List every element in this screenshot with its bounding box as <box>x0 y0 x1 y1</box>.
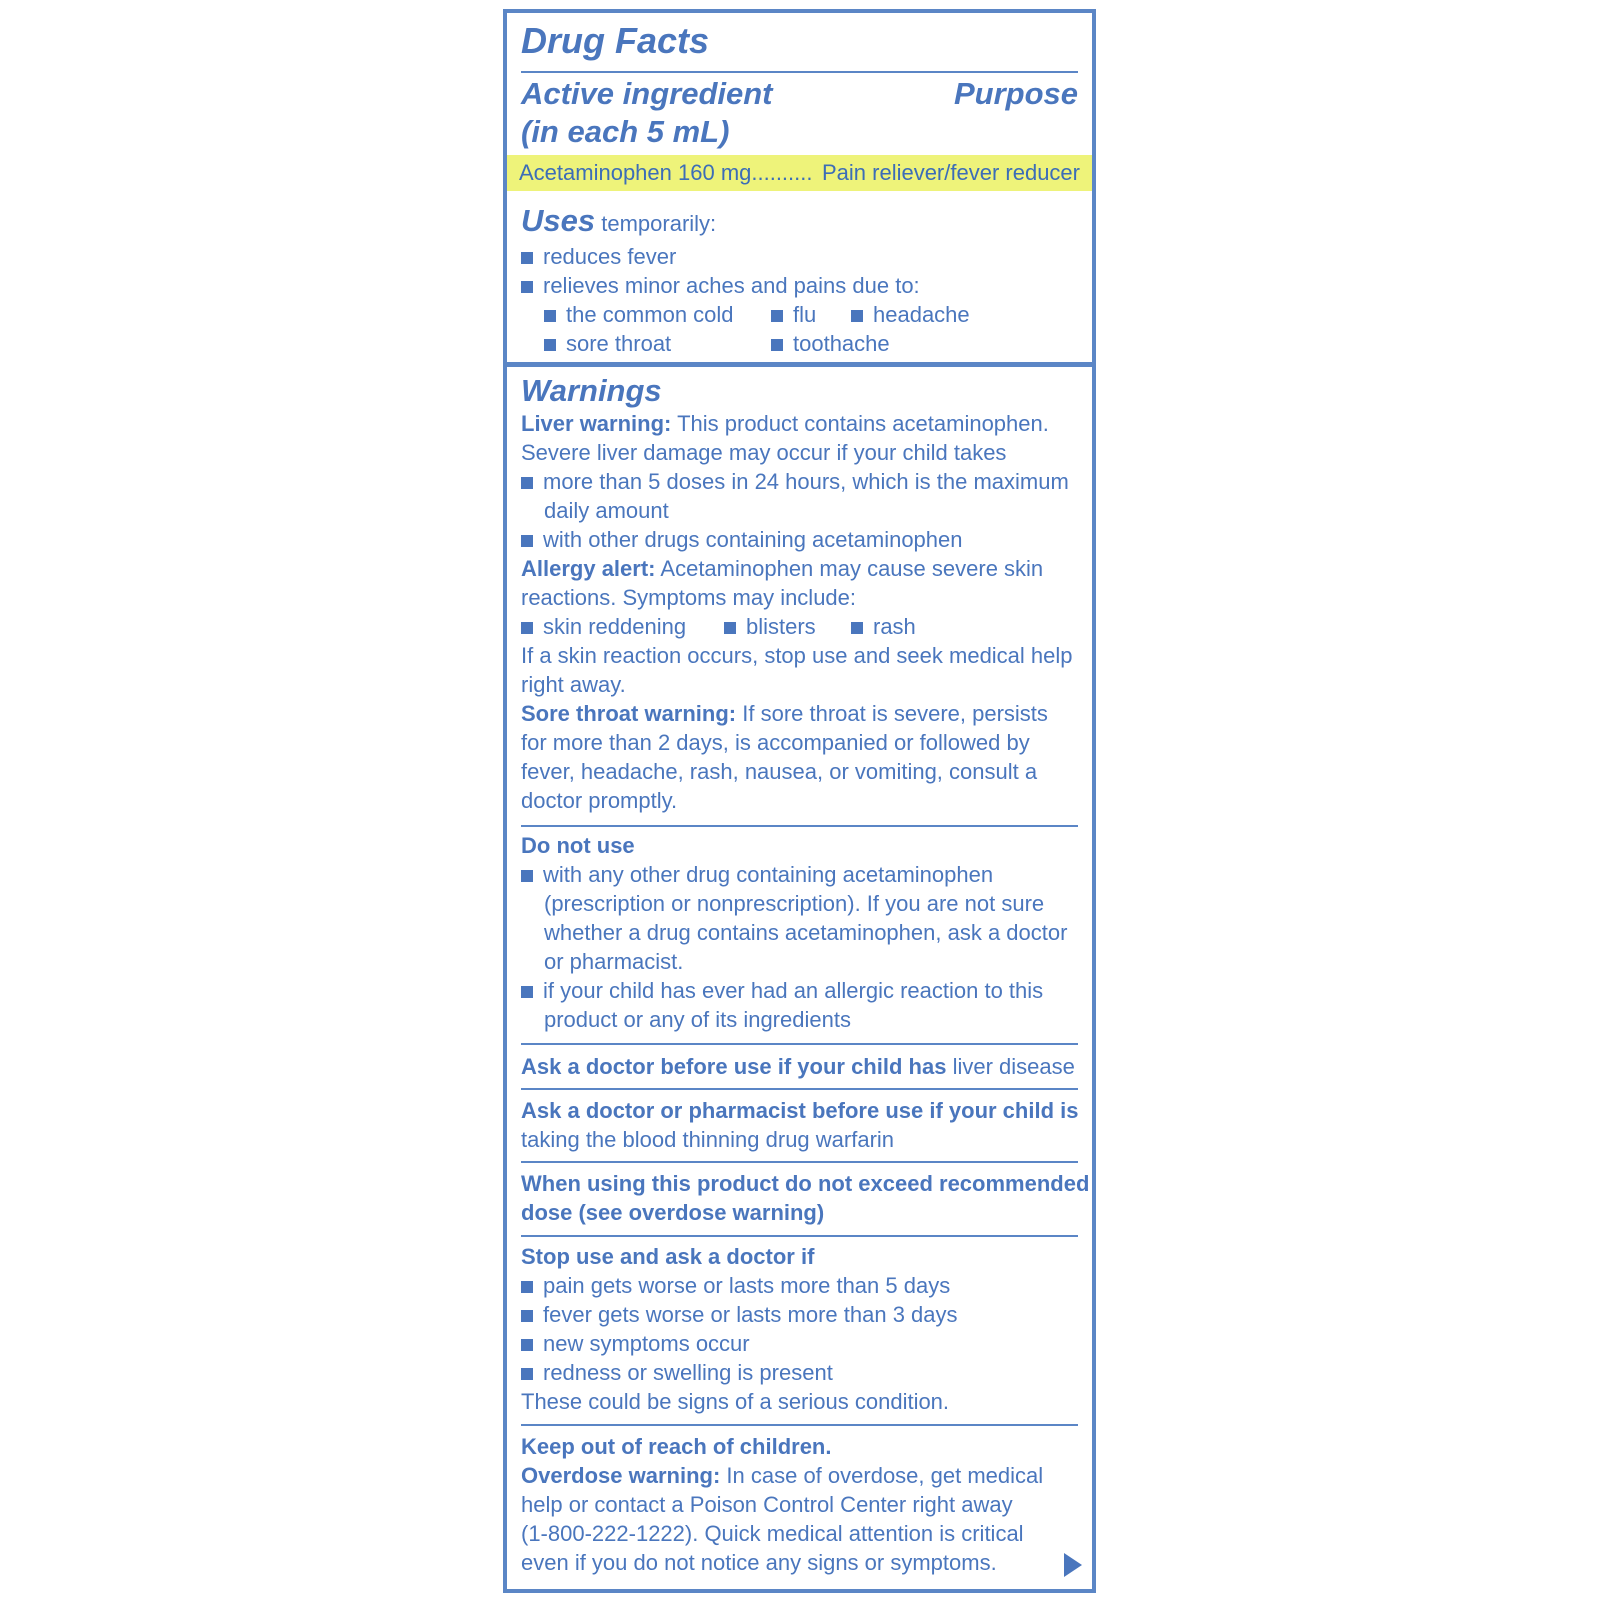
bullet-icon <box>521 870 533 882</box>
list-item: rash <box>873 614 916 639</box>
list-item: with other drugs containing acetaminophen <box>543 527 963 552</box>
list-item: flu <box>793 302 817 327</box>
keep-out-section <box>521 1432 1078 1577</box>
list-item: redness or swelling is present <box>543 1360 833 1385</box>
divider <box>521 1043 1078 1045</box>
bullet-icon <box>851 622 863 634</box>
sore-throat-text: fever, headache, rash, nausea, or vomiting, consult a <box>521 759 1038 784</box>
warnings-section <box>521 373 1078 815</box>
sore-throat-text: doctor promptly. <box>521 788 678 813</box>
ask-doctor-text: liver disease <box>952 1054 1075 1079</box>
overdose-warning-text: (1-800-222-1222). Quick medical attention is critical <box>521 1521 1024 1546</box>
warnings-heading: Warnings <box>521 373 662 408</box>
bullet-icon <box>521 252 533 264</box>
active-ingredient-label: Active ingredient <box>521 76 773 111</box>
bullet-icon <box>771 310 783 322</box>
overdose-warning-text: even if you do not notice any signs or symptoms. <box>521 1550 997 1575</box>
list-item: with any other drug containing acetaminophen <box>543 862 994 887</box>
list-item: more than 5 doses in 24 hours, which is the maximum <box>543 469 1069 494</box>
uses-intro: temporarily: <box>601 211 717 236</box>
divider <box>521 825 1078 827</box>
ask-pharmacist-text: taking the blood thinning drug warfarin <box>521 1127 895 1152</box>
stop-use-note: These could be signs of a serious condition. <box>521 1389 950 1414</box>
bullet-icon <box>521 986 533 998</box>
purpose-label: Purpose <box>953 76 1078 111</box>
divider <box>521 1424 1078 1426</box>
liver-warning-text: This product contains acetaminophen. <box>677 411 1049 436</box>
keep-out-heading: Keep out of reach of children. <box>521 1434 832 1459</box>
list-item: skin reddening <box>543 614 687 639</box>
bullet-icon <box>521 477 533 489</box>
active-ingredient-header <box>521 75 1078 151</box>
skin-reaction-text: right away. <box>521 672 626 697</box>
list-item: headache <box>873 302 970 327</box>
bullet-icon <box>544 310 556 322</box>
liver-warning-text: Severe liver damage may occur if your child takes <box>521 440 1007 465</box>
list-item: or pharmacist. <box>544 949 684 974</box>
sore-throat-text: If sore throat is severe, persists <box>742 701 1048 726</box>
bullet-icon <box>851 310 863 322</box>
allergy-alert-text: reactions. Symptoms may include: <box>521 585 857 610</box>
ask-pharmacist-label: Ask a doctor or pharmacist before use if your child is <box>521 1098 1079 1123</box>
list-item: if your child has ever had an allergic reaction to this <box>543 978 1044 1003</box>
bullet-icon <box>521 1281 533 1293</box>
stop-use-section <box>521 1242 1078 1416</box>
drug-facts-panel <box>503 9 1096 1593</box>
when-using-text: When using this product do not exceed recommended <box>521 1171 1090 1196</box>
overdose-warning-text: In case of overdose, get medical <box>726 1463 1044 1488</box>
when-using-text: dose (see overdose warning) <box>521 1200 825 1225</box>
bullet-icon <box>724 622 736 634</box>
list-item: product or any of its ingredients <box>544 1007 851 1032</box>
list-item: reduces fever <box>543 244 677 269</box>
divider <box>521 71 1078 73</box>
uses-heading: Uses <box>521 203 596 238</box>
do-not-use-heading: Do not use <box>521 833 635 858</box>
allergy-alert-text: Acetaminophen may cause severe skin <box>660 556 1044 581</box>
list-item: relieves minor aches and pains due to: <box>543 273 920 298</box>
bullet-icon <box>521 1339 533 1351</box>
bullet-icon <box>521 1368 533 1380</box>
ask-doctor-section <box>521 1052 1078 1081</box>
ask-pharmacist-section <box>521 1096 1078 1154</box>
list-item: whether a drug contains acetaminophen, ask a doctor <box>544 920 1068 945</box>
allergy-alert-label: Allergy alert: <box>521 556 656 581</box>
section-divider <box>507 362 1092 367</box>
stop-use-heading: Stop use and ask a doctor if <box>521 1244 815 1269</box>
list-item: (prescription or nonprescription). If you are not sure <box>544 891 1045 916</box>
overdose-warning-text: help or contact a Poison Control Center right away <box>521 1492 1013 1517</box>
continue-arrow-icon <box>1064 1553 1082 1577</box>
bullet-icon <box>544 339 556 351</box>
liver-warning-label: Liver warning: <box>521 411 672 436</box>
divider <box>521 1088 1078 1090</box>
ingredient-purpose: Pain reliever/fever reducer <box>821 160 1080 185</box>
sore-throat-label: Sore throat warning: <box>521 701 737 726</box>
list-item: fever gets worse or lasts more than 3 days <box>543 1302 958 1327</box>
when-using-section <box>521 1169 1090 1227</box>
bullet-icon <box>521 281 533 293</box>
list-item: sore throat <box>566 331 672 356</box>
list-item: daily amount <box>544 498 669 523</box>
list-item: pain gets worse or lasts more than 5 days <box>543 1273 951 1298</box>
ask-doctor-label: Ask a doctor before use if your child has <box>521 1054 947 1079</box>
list-item: the common cold <box>566 302 734 327</box>
bullet-icon <box>771 339 783 351</box>
active-ingredient-unit: (in each 5 mL) <box>521 114 730 149</box>
list-item: new symptoms occur <box>543 1331 750 1356</box>
divider <box>521 1161 1078 1163</box>
list-item: blisters <box>746 614 816 639</box>
bullet-icon <box>521 535 533 547</box>
ingredient-name: Acetaminophen 160 mg.......... <box>519 160 813 185</box>
active-ingredient-row <box>507 155 1092 191</box>
drug-facts-title: Drug Facts <box>521 20 710 61</box>
list-item: toothache <box>793 331 890 356</box>
uses-section <box>521 203 1078 358</box>
bullet-icon <box>521 1310 533 1322</box>
bullet-icon <box>521 622 533 634</box>
do-not-use-section <box>521 831 1078 1034</box>
skin-reaction-text: If a skin reaction occurs, stop use and seek medical help <box>521 643 1073 668</box>
sore-throat-text: for more than 2 days, is accompanied or followed by <box>521 730 1030 755</box>
divider <box>521 1235 1078 1237</box>
overdose-warning-label: Overdose warning: <box>521 1463 721 1488</box>
